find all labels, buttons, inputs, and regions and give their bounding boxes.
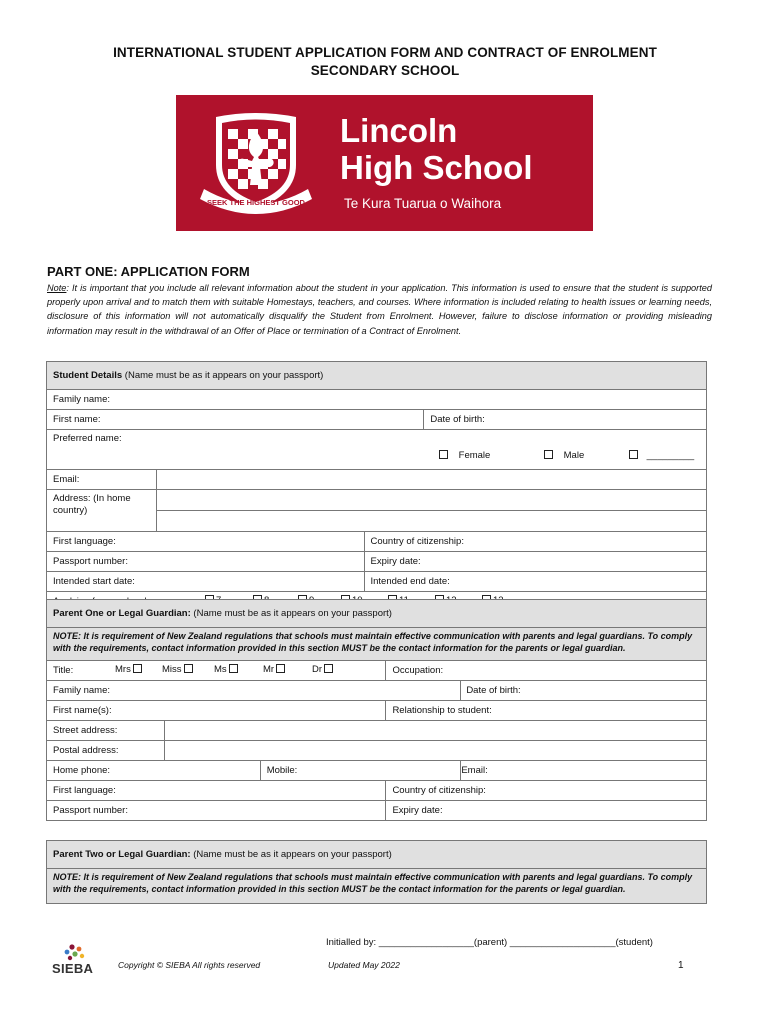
- parent-one-street-label: Street address:: [47, 721, 165, 741]
- parent-one-family-name-field[interactable]: Family name:: [47, 681, 461, 701]
- school-crest-icon: [176, 95, 336, 231]
- parent-one-email-field[interactable]: Email:: [461, 761, 707, 781]
- sieba-logo: [52, 944, 112, 986]
- gender-male-option[interactable]: Male: [544, 450, 584, 461]
- male-checkbox[interactable]: [544, 450, 553, 459]
- student-address-input[interactable]: [156, 490, 706, 532]
- dr-checkbox[interactable]: [324, 664, 333, 673]
- student-dob-field[interactable]: Date of birth:: [424, 410, 707, 430]
- part-one-heading: PART ONE: APPLICATION FORM: [47, 264, 250, 279]
- copyright-text: Copyright © SIEBA All rights reserved: [118, 960, 261, 970]
- parent-two-section-header: Parent Two or Legal Guardian: (Name must be as it appears on your passport): [47, 841, 707, 869]
- parent-one-section-header: Parent One or Legal Guardian: (Name must be as it appears on your passport): [47, 600, 707, 628]
- parent-one-first-language-field[interactable]: First language:: [47, 781, 386, 801]
- document-title: [0, 44, 770, 80]
- parent-one-street-input[interactable]: [164, 721, 706, 741]
- page-number: 1: [678, 960, 684, 971]
- school-logo: [176, 95, 593, 231]
- student-details-table: [46, 361, 707, 612]
- updated-date: Updated May 2022: [328, 960, 400, 970]
- student-section-header: Student Details (Name must be as it appears on your passport): [47, 362, 707, 390]
- student-citizenship-field[interactable]: Country of citizenship:: [364, 532, 707, 552]
- parent-one-postal-input[interactable]: [164, 741, 706, 761]
- parent-one-title-row: Title: Mrs Miss Ms Mr Dr: [47, 661, 386, 681]
- parent-one-mobile-field[interactable]: Mobile:: [260, 761, 461, 781]
- school-name-line-1: Lincoln: [340, 112, 458, 149]
- parent-one-passport-field[interactable]: Passport number:: [47, 801, 386, 821]
- student-address-label: Address: (In home country): [47, 490, 157, 532]
- student-expiry-field[interactable]: Expiry date:: [364, 552, 707, 572]
- sieba-wordmark: SIEBA: [52, 961, 94, 976]
- student-email-label: Email:: [47, 470, 157, 490]
- application-note: [47, 281, 712, 338]
- gender-other-option[interactable]: _________: [629, 450, 694, 461]
- title-ms-option[interactable]: Ms: [214, 664, 238, 675]
- initialled-by-line: Initialled by: __________________(parent) ____________________(student): [326, 937, 653, 948]
- student-passport-field[interactable]: Passport number:: [47, 552, 365, 572]
- other-gender-checkbox[interactable]: [629, 450, 638, 459]
- parent-two-note: NOTE: It is requirement of New Zealand regulations that schools must maintain effective communication with parents and legal guardians. To comply with the requirements, contact information provided in this section MUST be the contact information for the parents or legal guardian.: [47, 869, 707, 904]
- sieba-dots-icon: [60, 944, 90, 962]
- student-family-name-field[interactable]: Family name:: [47, 390, 707, 410]
- title-miss-option[interactable]: Miss: [162, 664, 193, 675]
- miss-checkbox[interactable]: [184, 664, 193, 673]
- parent-one-home-phone-field[interactable]: Home phone:: [47, 761, 261, 781]
- school-maori-name: Te Kura Tuarua o Waihora: [344, 196, 502, 211]
- student-email-input[interactable]: [156, 470, 706, 490]
- title-line-2: SECONDARY SCHOOL: [310, 63, 460, 78]
- female-checkbox[interactable]: [439, 450, 448, 459]
- title-mrs-option[interactable]: Mrs: [115, 664, 142, 675]
- gender-female-option[interactable]: Female: [439, 450, 490, 461]
- parent-one-relationship-field[interactable]: Relationship to student:: [386, 701, 707, 721]
- parent-one-table: [46, 599, 707, 821]
- mr-checkbox[interactable]: [276, 664, 285, 673]
- student-start-date-field[interactable]: Intended start date:: [47, 572, 365, 592]
- motto-text: SEEK THE HIGHEST GOOD: [207, 198, 305, 207]
- parent-one-first-names-field[interactable]: First name(s):: [47, 701, 386, 721]
- note-text: : It is important that you include all relevant information about the student in your application. This information is used to ensure that the student is supported properly upon arrival and to match them with suitable Homestays, teachers, and courses. Where information is included relating to health issues or learning needs, disclosure of this information will not automatically disqualify the Student from Enrolment. However, failure to disclose information or providing misleading information may result in the withdrawal of an Offer of Place or termination of a Contract of Enrolment.: [47, 283, 712, 336]
- parent-two-table: [46, 840, 707, 904]
- title-line-1: INTERNATIONAL STUDENT APPLICATION FORM AND CONTRACT OF ENROLMENT: [113, 45, 657, 60]
- note-label: Note: [47, 283, 67, 293]
- student-first-language-field[interactable]: First language:: [47, 532, 365, 552]
- ms-checkbox[interactable]: [229, 664, 238, 673]
- title-dr-option[interactable]: Dr: [312, 664, 333, 675]
- parent-one-occupation-field[interactable]: Occupation:: [386, 661, 707, 681]
- parent-one-citizenship-field[interactable]: Country of citizenship:: [386, 781, 707, 801]
- student-preferred-name-field[interactable]: Preferred name: Female Male _________: [47, 430, 707, 470]
- parent-one-note: NOTE: It is requirement of New Zealand regulations that schools must maintain effective communication with parents and legal guardians. To comply with the requirements, contact information provided in this section MUST be the contact information for the parents or legal guardian.: [47, 628, 707, 661]
- parent-one-expiry-field[interactable]: Expiry date:: [386, 801, 707, 821]
- student-end-date-field[interactable]: Intended end date:: [364, 572, 707, 592]
- parent-one-dob-field[interactable]: Date of birth:: [461, 681, 707, 701]
- title-mr-option[interactable]: Mr: [263, 664, 285, 675]
- student-first-name-field[interactable]: First name:: [47, 410, 424, 430]
- mrs-checkbox[interactable]: [133, 664, 142, 673]
- school-name-line-2: High School: [340, 149, 533, 186]
- parent-one-postal-label: Postal address:: [47, 741, 165, 761]
